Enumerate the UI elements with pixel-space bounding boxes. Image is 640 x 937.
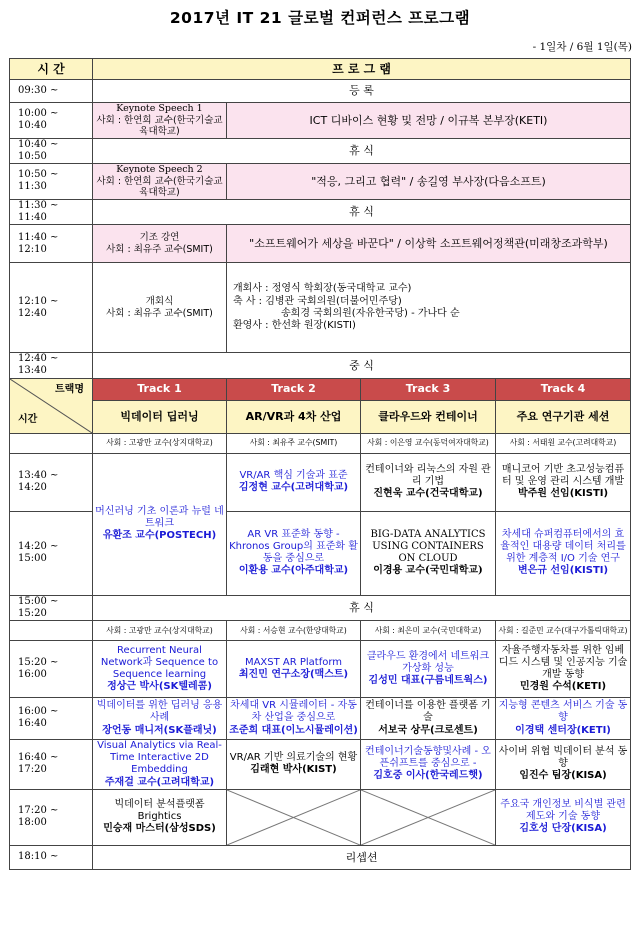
- track-name: AR/VR과 4차 산업: [227, 400, 361, 433]
- program-column-header: 프 로 그 램: [93, 59, 631, 80]
- talk-cell: [361, 739, 496, 789]
- track-chair: 사회 : 이은영 교수(동덕여자대학교): [361, 433, 496, 453]
- talk-title: 클라우드 환경에서 네트워크 가상화 성능: [366, 650, 490, 674]
- session-cell: [93, 103, 227, 139]
- corner-track-label: 트랙명: [55, 383, 84, 395]
- time-cell: 15:20 ~ 16:00: [10, 640, 93, 697]
- opening-line: 송희경 국회의원(자유한국당) - 가나다 순: [281, 307, 460, 319]
- plenary-row: [10, 164, 631, 200]
- time-cell: 17:20 ~ 18:00: [10, 789, 93, 845]
- time-cell: 11:30 ~ 11:40: [10, 199, 93, 224]
- chair-row: [10, 433, 631, 453]
- talk-cell: [93, 697, 227, 739]
- time-cell: 16:40 ~ 17:20: [10, 739, 93, 789]
- talk-speaker: 김호성 단장(KISA): [519, 823, 607, 835]
- track-chair: 사회 : 서태원 교수(고려대학교): [496, 433, 631, 453]
- track-label: Track 2: [227, 378, 361, 400]
- talk-speaker: 서보국 상무(크로센트): [378, 724, 478, 736]
- opening-line: 개회사 : 정영식 학회장(동국대학교 교수): [233, 283, 412, 295]
- day-subtitle: - 1일차 / 6월 1일(목): [532, 41, 632, 53]
- empty-time-cell: [10, 433, 93, 453]
- track-chair: 사회 : 최유주 교수(SMIT): [227, 433, 361, 453]
- talk-speaker: 정상근 박사(SK텔레콤): [107, 681, 212, 693]
- plenary-row: [10, 263, 631, 353]
- plenary-row: [10, 353, 631, 378]
- track-label: Track 3: [361, 378, 496, 400]
- reception-row: [10, 845, 631, 869]
- empty-time-cell: [10, 620, 93, 640]
- session-row: [10, 697, 631, 739]
- time-cell: 14:20 ~ 15:00: [10, 511, 93, 595]
- session-chair: 사회 : 최유주 교수(SMIT): [106, 307, 213, 319]
- talk-speaker: 조준희 대표(이노시뮬레이션): [229, 724, 358, 736]
- plenary-row: [10, 225, 631, 263]
- talk-cell: [496, 789, 631, 845]
- talk-title: 차세대 슈퍼컴퓨터에서의 효율적인 대용량 데이터 처리를 위한 계층적 I/O 기술 연구: [500, 528, 626, 565]
- talk-title: 빅데이터를 위한 딥러닝 응용 사례: [96, 700, 223, 724]
- talk-speaker: 김호중 이사(한국레드햇): [373, 770, 483, 782]
- plenary-event: 중 식: [93, 353, 631, 378]
- session-name: 개회식: [145, 296, 174, 308]
- talk-title: AR VR 표준화 동향 - Khronos Group의 표준화 활동을 중심으로: [229, 528, 358, 565]
- talk-cell: [93, 640, 227, 697]
- empty-slot: [227, 789, 361, 845]
- talk-title: 컨테이너를 이용한 플랫폼 기술: [365, 700, 491, 724]
- talk-title: 지능형 콘텐츠 서비스 기술 동향: [498, 700, 628, 724]
- track-label: Track 4: [496, 378, 631, 400]
- reception-cell: 리셉션: [93, 845, 631, 869]
- empty-slot: [361, 789, 496, 845]
- talk-cell: [227, 511, 361, 595]
- talk-speaker: 유환조 교수(POSTECH): [102, 530, 217, 542]
- talk-title: 자율주행자동차를 위한 임베디드 시스템 및 인공지능 기술 개발 동향: [498, 644, 628, 680]
- page-title: 2017년 IT 21 글로벌 컨퍼런스 프로그램: [169, 9, 471, 27]
- track-chair: 사회 : 고광만 교수(상지대학교): [93, 433, 227, 453]
- talk-title: 빅데이터 분석플랫폼 Brightics: [114, 798, 205, 823]
- talk-title: BIG-DATA ANALYTICS USING CONTAINERS ON CLOUD: [370, 528, 486, 565]
- talk-cell: [361, 640, 496, 697]
- time-cell: 10:50 ~ 11:30: [10, 164, 93, 200]
- talk-cell: [93, 789, 227, 845]
- talk-cell: [93, 453, 227, 595]
- talk-speaker: 이경택 센터장(KETI): [515, 724, 611, 736]
- talk-cell: [227, 263, 631, 353]
- track-chair: 사회 : 서승현 교수(한양대학교): [227, 620, 361, 640]
- talk-speaker: 민경원 수석(KETI): [519, 681, 607, 693]
- program-table: [9, 58, 631, 870]
- session-chair: 사회 : 최유주 교수(SMIT): [106, 243, 213, 255]
- plenary-event: 등 록: [93, 80, 631, 103]
- talk-speaker: 이환용 교수(아주대학교): [238, 565, 349, 577]
- time-cell: 10:00 ~ 10:40: [10, 103, 93, 139]
- plenary-row: [10, 103, 631, 139]
- talk-cell: [227, 453, 361, 511]
- talk-cell: [93, 739, 227, 789]
- track-chair: 사회 : 고광만 교수(상지대학교): [93, 620, 227, 640]
- break-row: [10, 595, 631, 620]
- plenary-row: [10, 199, 631, 224]
- talk-cell: [496, 453, 631, 511]
- talk-speaker: 주재걸 교수(고려대학교): [104, 776, 215, 788]
- talk-title: MAXST AR Platform: [244, 656, 343, 668]
- talk-title: 컨테이너와 리눅스의 자원 관리 기법: [365, 463, 491, 487]
- session-row: [10, 789, 631, 845]
- talk-title: VR/AR 핵심 기술과 표준: [239, 469, 348, 481]
- talk-title: VR/AR 기반 의료기술의 현황: [229, 752, 358, 764]
- track-corner-cell: [10, 378, 93, 433]
- session-cell: [93, 263, 227, 353]
- talk-cell: [496, 739, 631, 789]
- time-cell: 13:40 ~ 14:20: [10, 453, 93, 511]
- talk-cell: [361, 511, 496, 595]
- session-name: Keynote Speech 1: [116, 103, 203, 114]
- session-cell: [93, 164, 227, 200]
- talk-speaker: 김정현 교수(고려대학교): [238, 482, 349, 494]
- talk-speaker: 임진수 팀장(KISA): [519, 770, 607, 782]
- talk-cell: [227, 640, 361, 697]
- talk-title: Recurrent Neural Network과 Sequence to Sequence learning: [100, 644, 219, 680]
- session-row: [10, 739, 631, 789]
- talk-cell: [496, 640, 631, 697]
- track-chair: 사회 : 최은미 교수(국민대학교): [361, 620, 496, 640]
- session-name: Keynote Speech 2: [116, 164, 203, 176]
- track-label: Track 1: [93, 378, 227, 400]
- empty-slot-cross: [361, 790, 495, 845]
- empty-slot-cross: [227, 790, 360, 845]
- talk-cell: [361, 697, 496, 739]
- corner-time-label: 시간: [18, 414, 38, 426]
- session-cell: [93, 225, 227, 263]
- talk-title: 사이버 위협 빅데이터 분석 동향: [498, 746, 628, 770]
- break-cell: 휴 식: [93, 595, 631, 620]
- talk-title: 머신러닝 기초 이론과 뉴럴 네트워크: [95, 505, 224, 529]
- track-name: 빅데이터 딥러닝: [93, 400, 227, 433]
- talk-title: 차세대 VR 시뮬레이터 - 자동차 산업을 중심으로: [230, 700, 357, 724]
- opening-line: 환영사 : 한선화 원장(KISTI): [233, 319, 356, 331]
- time-cell: 12:40 ~ 13:40: [10, 353, 93, 378]
- talk-cell: [227, 739, 361, 789]
- track-name: 주요 연구기관 세션: [496, 400, 631, 433]
- session-chair: 사회 : 한연희 교수(한국기술교육대학교): [96, 175, 223, 199]
- chair-row: [10, 620, 631, 640]
- time-cell: 16:00 ~ 16:40: [10, 697, 93, 739]
- talk-title: 주요국 개인정보 비식별 관련 제도와 기술 동향: [500, 798, 626, 823]
- talk-cell: [496, 511, 631, 595]
- talk-speaker: 김래현 박사(KIST): [250, 764, 337, 776]
- talk-cell: ICT 디바이스 현황 및 전망 / 이규복 본부장(KETI): [227, 103, 631, 139]
- header-row: [10, 59, 631, 80]
- talk-title: 매니코어 기반 초고성능컴퓨터 및 운영 관리 시스템 개발: [501, 463, 625, 487]
- plenary-event: 휴 식: [93, 199, 631, 224]
- talk-cell: "소프트웨어가 세상을 바꾼다" / 이상학 소프트웨어정책관(미래창조과학부): [227, 225, 631, 263]
- talk-speaker: 이경용 교수(국민대학교): [373, 565, 483, 577]
- plenary-row: [10, 80, 631, 103]
- talk-speaker: 민승재 마스터(삼성SDS): [103, 823, 216, 835]
- talk-title: 컨테이너기술동향및사례 - 오픈쉬프트를 중심으로 -: [365, 746, 491, 770]
- time-cell: 15:00 ~ 15:20: [10, 595, 93, 620]
- time-cell: 09:30 ~: [10, 80, 93, 103]
- time-cell: 18:10 ~: [10, 845, 93, 869]
- plenary-event: 휴 식: [93, 138, 631, 163]
- session-name: 기조 강연: [139, 232, 180, 244]
- talk-cell: [496, 697, 631, 739]
- talk-speaker: 최진민 연구소장(맥스트): [238, 668, 349, 680]
- talk-speaker: 진현욱 교수(건국대학교): [373, 488, 483, 500]
- talk-speaker: 변은규 선임(KISTI): [517, 565, 609, 577]
- talk-cell: [361, 453, 496, 511]
- session-row: [10, 453, 631, 511]
- time-cell: 10:40 ~ 10:50: [10, 138, 93, 163]
- talk-cell: [227, 697, 361, 739]
- track-chair: 사회 : 길준민 교수(대구가톨릭대학교): [496, 620, 631, 640]
- talk-title: Visual Analytics via Real-Time Interactive 2D Embedding: [97, 739, 222, 776]
- talk-speaker: 김성민 대표(구름네트웍스): [368, 675, 488, 687]
- track-label-row: [10, 378, 631, 400]
- time-cell: 11:40 ~ 12:10: [10, 225, 93, 263]
- track-name-row: [10, 400, 631, 433]
- time-cell: 12:10 ~ 12:40: [10, 263, 93, 353]
- plenary-row: [10, 138, 631, 163]
- session-chair: 사회 : 한연희 교수(한국기술교육대학교): [96, 114, 223, 138]
- talk-speaker: 장언동 매니저(SK플래닛): [102, 724, 217, 736]
- session-row: [10, 640, 631, 697]
- track-name: 클라우드와 컨테이너: [361, 400, 496, 433]
- opening-line: 축 사 : 김병관 국회의원(더불어민주당): [233, 295, 402, 307]
- talk-speaker: 박주원 선임(KISTI): [517, 488, 609, 500]
- time-column-header: 시 간: [10, 59, 93, 80]
- talk-cell: "적응, 그리고 협력" / 송길영 부사장(다음소프트): [227, 164, 631, 200]
